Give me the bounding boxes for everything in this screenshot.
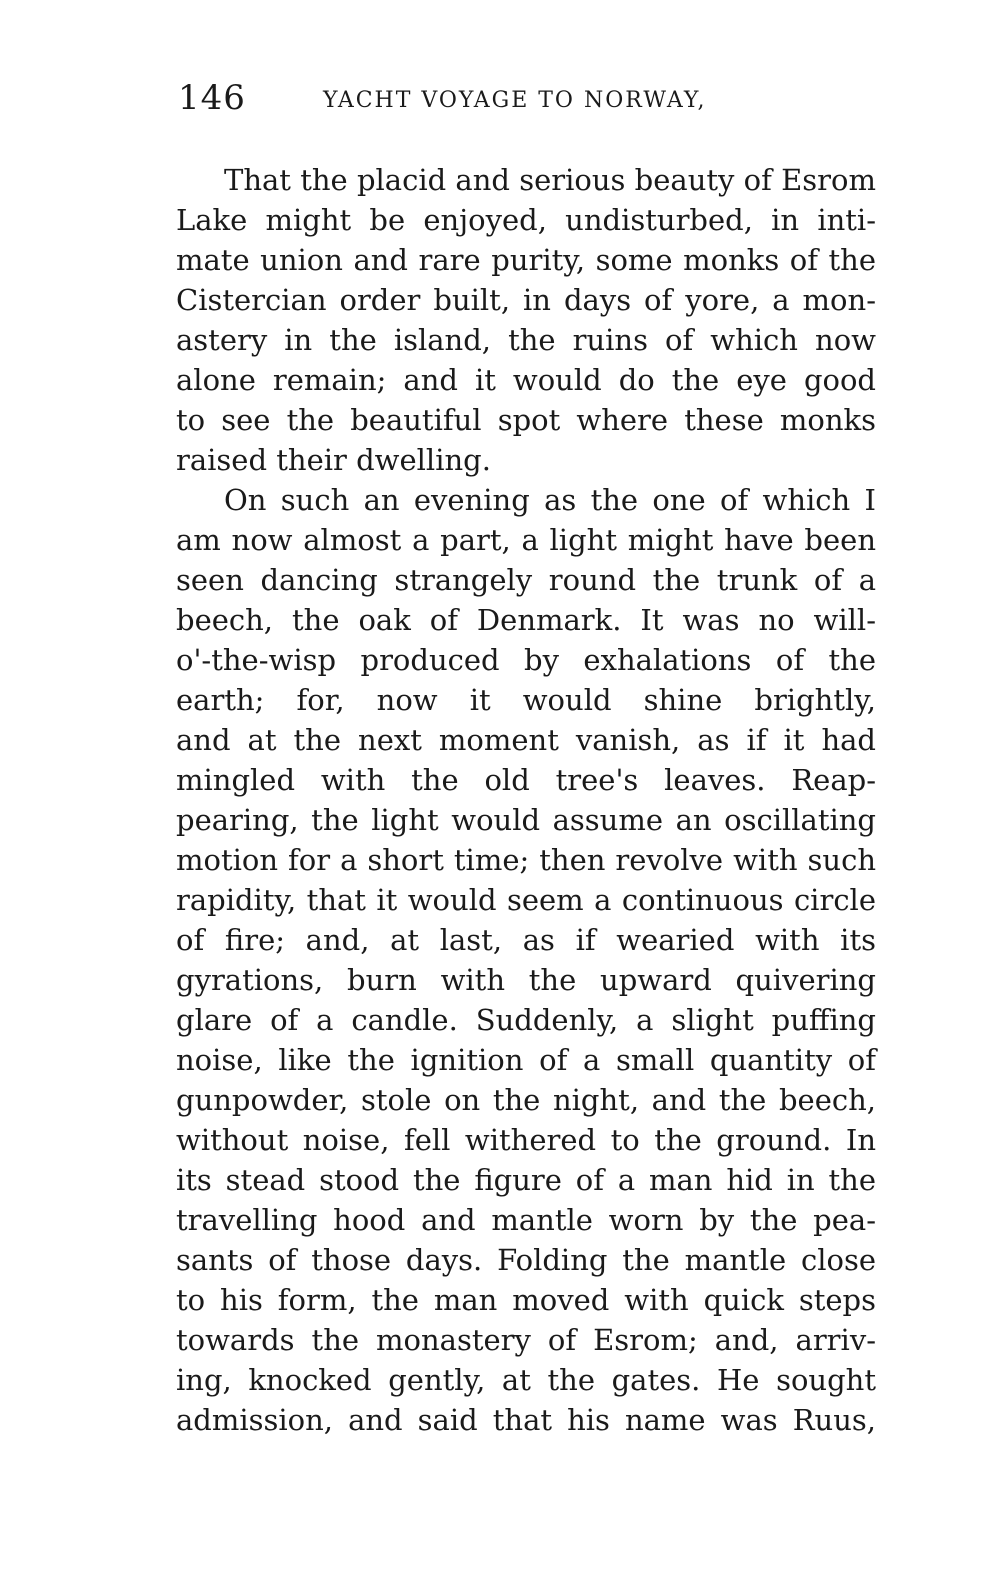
text-line: Cistercian order built, in days of yore, a mon- <box>176 283 876 317</box>
paragraph-1 <box>176 160 876 480</box>
text-line: mingled with the old tree's leaves. Reap- <box>176 763 876 797</box>
text-line: motion for a short time; then revolve with such <box>176 843 876 877</box>
text-line: admission, and said that his name was Ruus, <box>176 1403 876 1437</box>
text-line: alone remain; and it would do the eye good <box>176 363 876 397</box>
text-line: raised their dwelling. <box>176 443 491 477</box>
text-line: glare of a candle. Suddenly, a slight puffing <box>176 1003 876 1037</box>
text-line: am now almost a part, a light might have been <box>176 523 876 557</box>
text-line: of fire; and, at last, as if wearied with its <box>176 923 876 957</box>
text-line: o'-the-wisp produced by exhalations of the <box>176 643 876 677</box>
text-line: gunpowder, stole on the night, and the beech, <box>176 1083 876 1117</box>
text-line: earth; for, now it would shine brightly, <box>176 683 876 717</box>
text-line: sants of those days. Folding the mantle close <box>176 1243 876 1277</box>
page-header <box>178 78 878 128</box>
text-line: without noise, fell withered to the ground. In <box>176 1123 876 1157</box>
text-line: to his form, the man moved with quick steps <box>176 1283 876 1317</box>
text-line: its stead stood the figure of a man hid in the <box>176 1163 876 1197</box>
text-line: ing, knocked gently, at the gates. He sought <box>176 1363 876 1397</box>
text-line: astery in the island, the ruins of which now <box>176 323 876 357</box>
text-line: rapidity, that it would seem a continuous circle <box>176 883 876 917</box>
text-line: gyrations, burn with the upward quivering <box>176 963 876 997</box>
body-text <box>176 160 876 1440</box>
text-line: On such an evening as the one of which I <box>224 483 876 517</box>
text-line: and at the next moment vanish, as if it had <box>176 723 876 757</box>
text-line: pearing, the light would assume an oscillating <box>176 803 876 837</box>
text-line: travelling hood and mantle worn by the pea- <box>176 1203 876 1237</box>
text-line: beech, the oak of Denmark. It was no will- <box>176 603 876 637</box>
text-line: Lake might be enjoyed, undisturbed, in inti- <box>176 203 876 237</box>
text-line: towards the monastery of Esrom; and, arriv- <box>176 1323 876 1357</box>
text-line: noise, like the ignition of a small quantity of <box>176 1043 876 1077</box>
text-line: That the placid and serious beauty of Esrom <box>224 163 876 197</box>
text-line: mate union and rare purity, some monks of the <box>176 243 876 277</box>
running-head: YACHT VOYAGE TO NORWAY, <box>323 88 707 113</box>
paragraph-2 <box>176 480 876 1440</box>
text-line: to see the beautiful spot where these monks <box>176 403 876 437</box>
text-line: seen dancing strangely round the trunk of a <box>176 563 876 597</box>
page-number: 146 <box>178 78 246 118</box>
